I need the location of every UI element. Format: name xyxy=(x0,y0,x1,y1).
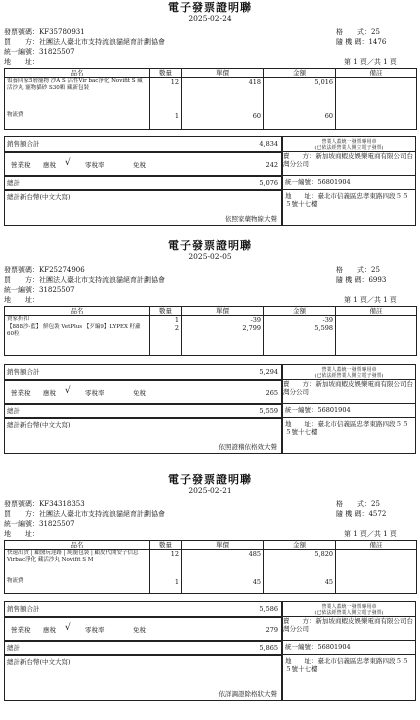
seller-tax-box xyxy=(282,641,416,655)
tax-free-label: 免稅 xyxy=(133,161,146,169)
invoice-number-row xyxy=(4,28,85,37)
item-name: 【888沙-藍】 鮮包裝 VetPlus 【歹編9】LYPEX 籽蘿60粒 xyxy=(7,324,141,337)
seller-label: 賣 方： xyxy=(283,380,316,388)
item-price: 485 xyxy=(248,550,261,558)
item-price-cell xyxy=(182,78,264,130)
seller-name: 新加坡商蝦皮娛樂電商有限公司台灣分公司 xyxy=(283,617,413,633)
invoice-2 xyxy=(4,240,416,458)
seller-box xyxy=(282,380,416,404)
item-amount: 45 xyxy=(324,578,333,586)
format-label: 格 式： xyxy=(336,266,371,274)
invoice-date: 2025-02-21 xyxy=(188,486,232,495)
stamp-note-box xyxy=(282,601,416,617)
item-name: 物流費 xyxy=(7,112,24,118)
col-qty-header: 數量 xyxy=(150,307,182,316)
item-price: 2,799 xyxy=(242,324,261,332)
format-label: 格 式： xyxy=(336,500,371,508)
check-mark: √ xyxy=(65,386,71,396)
item-note-cell xyxy=(336,316,417,356)
buyer-tax-label: 統一編號： xyxy=(4,48,39,56)
taxable-label: 應稅 xyxy=(43,626,56,634)
tax-kind-label: 營業稅 xyxy=(11,161,31,169)
item-qty: 12 xyxy=(170,550,179,558)
chinese-total-label: 總計新台幣(中文大寫) xyxy=(7,193,71,201)
footer-text: 依照證稽依格效大聲 xyxy=(218,443,277,451)
format-value: 25 xyxy=(371,266,380,274)
invoice-number-label: 發票號碼： xyxy=(4,266,39,274)
invoice-3 xyxy=(4,474,416,714)
format-value: 25 xyxy=(371,500,380,508)
invoice-date: 2025-02-24 xyxy=(188,14,232,23)
page-indicator: 第 1 頁／共 1 頁 xyxy=(344,530,397,538)
total-label: 總計 xyxy=(7,644,20,652)
machine-row xyxy=(336,38,386,47)
stamp-note-box xyxy=(282,136,416,152)
tax-row xyxy=(4,380,282,404)
col-qty-header: 數量 xyxy=(150,541,182,550)
seller-address-label: 地 址： xyxy=(285,657,318,665)
tax-value: 265 xyxy=(265,389,278,397)
buyer-name: 社團法人臺北市支持流浪貓絕育計劃協會 xyxy=(39,510,165,518)
invoice-number-label: 發票號碼： xyxy=(4,28,39,36)
tax-row xyxy=(4,617,282,641)
seller-tax-label: 統一編號： xyxy=(285,643,318,651)
zero-rate-label: 零稅率 xyxy=(85,389,105,397)
total-row xyxy=(4,641,282,655)
invoice-title: 電子發票證明聯 xyxy=(168,473,252,486)
total-value: 5,076 xyxy=(259,179,278,187)
total-value: 5,865 xyxy=(259,644,278,652)
buyer-tax-id: 31825507 xyxy=(39,520,75,528)
invoice-date: 2025-02-05 xyxy=(188,252,232,261)
address-label: 地 址： xyxy=(4,58,39,66)
seller-address: 臺北市信義區忠孝東路四段５５５號十七樓 xyxy=(285,657,409,673)
invoice-number-row xyxy=(4,266,85,275)
seller-address-box xyxy=(282,418,416,454)
items-table xyxy=(4,540,417,594)
zero-rate-label: 零稅率 xyxy=(85,626,105,634)
invoice-title: 電子發票證明聯 xyxy=(168,1,252,14)
check-mark: √ xyxy=(65,623,71,633)
buyer-tax-row xyxy=(4,286,75,295)
chinese-total-label: 總計新台幣(中文大寫) xyxy=(7,658,71,666)
machine-code: 1476 xyxy=(368,38,387,46)
item-amount-cell xyxy=(264,550,336,594)
item-names-cell xyxy=(5,550,150,594)
seller-address-box xyxy=(282,190,416,226)
machine-code: 4572 xyxy=(368,510,387,518)
format-row xyxy=(336,266,380,275)
item-names-cell xyxy=(5,316,150,356)
seller-address: 臺北市信義區忠孝東路四段５５５號十七樓 xyxy=(285,420,409,436)
col-note-header: 備註 xyxy=(336,69,417,78)
machine-row xyxy=(336,276,386,285)
zero-rate-label: 零稅率 xyxy=(85,161,105,169)
buyer-tax-label: 統一編號： xyxy=(4,286,39,294)
machine-label: 隨 機 碼： xyxy=(336,510,369,518)
buyer-name: 社團法人臺北市支持流浪貓絕育計劃協會 xyxy=(39,276,165,284)
seller-name: 新加坡商蝦皮娛樂電商有限公司台灣分公司 xyxy=(283,380,413,396)
col-amount-header: 金額 xyxy=(264,307,336,316)
taxable-label: 應稅 xyxy=(43,389,56,397)
machine-row xyxy=(336,510,386,519)
sales-total-row xyxy=(4,364,282,380)
invoice-1 xyxy=(4,2,416,230)
buyer-tax-id: 31825507 xyxy=(39,48,75,56)
seller-label: 賣 方： xyxy=(283,152,316,160)
sales-total-label: 銷售額合計 xyxy=(7,140,40,148)
item-qty-cell xyxy=(150,550,182,594)
total-row xyxy=(4,404,282,418)
total-label: 總計 xyxy=(7,179,20,187)
total-label: 總計 xyxy=(7,407,20,415)
seller-box xyxy=(282,617,416,641)
tax-row xyxy=(4,152,282,176)
col-name-header: 品名 xyxy=(5,69,150,78)
seller-tax-label: 統一編號： xyxy=(285,178,318,186)
taxable-label: 應稅 xyxy=(43,161,56,169)
tax-kind-label: 營業稅 xyxy=(11,389,31,397)
address-label: 地 址： xyxy=(4,530,39,538)
buyer-row xyxy=(4,510,165,519)
tax-kind-label: 營業稅 xyxy=(11,626,31,634)
seller-label: 賣 方： xyxy=(283,617,316,625)
machine-code: 6993 xyxy=(368,276,387,284)
item-qty: 12 xyxy=(170,78,179,86)
stamp-note: 營業人蓋統一發票專用章 (已依法經營業人開立電子發票) xyxy=(314,604,384,616)
seller-address-label: 地 址： xyxy=(285,420,318,428)
col-price-header: 單價 xyxy=(182,69,264,78)
buyer-row xyxy=(4,38,165,47)
buyer-name: 社團法人臺北市支持流浪貓絕育計劃協會 xyxy=(39,38,165,46)
chinese-total-row xyxy=(4,190,282,226)
buyer-label: 買 方： xyxy=(4,38,39,46)
buyer-row xyxy=(4,276,165,285)
tax-free-label: 免稅 xyxy=(133,389,146,397)
item-note-cell xyxy=(336,550,417,594)
format-label: 格 式： xyxy=(336,28,371,36)
col-qty-header: 數量 xyxy=(150,69,182,78)
address-label: 地 址： xyxy=(4,296,39,304)
sales-total-label: 銷售額合計 xyxy=(7,368,40,376)
invoice-number-label: 發票號碼： xyxy=(4,500,39,508)
seller-tax-box xyxy=(282,404,416,418)
col-name-header: 品名 xyxy=(5,307,150,316)
item-name: 領養回家5層寵物 沙A S 活性Vir bac淨化 Novifit S 藏活沙丸 寵物貓砂 S30顆 藏新包裝 xyxy=(7,78,143,91)
item-price-cell xyxy=(182,316,264,356)
table-row xyxy=(5,78,417,130)
format-value: 25 xyxy=(371,28,380,36)
chinese-total-row xyxy=(4,655,282,701)
sales-total-row xyxy=(4,136,282,152)
sales-total-value: 5,294 xyxy=(259,368,278,376)
tax-free-label: 免稅 xyxy=(133,626,146,634)
sales-total-row xyxy=(4,601,282,617)
stamp-note-box xyxy=(282,364,416,380)
item-amount: 5,820 xyxy=(314,550,333,558)
machine-label: 隨 機 碼： xyxy=(336,38,369,46)
item-qty: 1 xyxy=(174,316,179,324)
table-row xyxy=(5,316,417,356)
stamp-note: 營業人蓋統一發票專用章 (已依法經營業人開立電子發票) xyxy=(314,367,384,379)
col-price-header: 單價 xyxy=(182,541,264,550)
item-names-cell xyxy=(5,78,150,130)
item-price: 60 xyxy=(252,112,261,120)
seller-address-label: 地 址： xyxy=(285,192,318,200)
item-name: 物流費 xyxy=(7,578,24,584)
item-amount: -39 xyxy=(322,316,333,324)
item-price: 45 xyxy=(252,578,261,586)
seller-tax-box xyxy=(282,176,416,190)
item-amount-cell xyxy=(264,78,336,130)
sales-total-value: 4,834 xyxy=(259,140,278,148)
sales-total-label: 銷售額合計 xyxy=(7,605,40,613)
buyer-label: 買 方： xyxy=(4,276,39,284)
item-qty: 1 xyxy=(174,578,179,586)
item-amount-cell xyxy=(264,316,336,356)
item-note-cell xyxy=(336,78,417,130)
seller-box xyxy=(282,152,416,176)
buyer-tax-row xyxy=(4,520,75,529)
col-amount-header: 金額 xyxy=(264,541,336,550)
format-row xyxy=(336,500,380,509)
seller-tax-id: 56801904 xyxy=(317,178,351,186)
seller-tax-label: 統一編號： xyxy=(285,406,318,414)
sales-total-value: 5,586 xyxy=(259,605,278,613)
items-table xyxy=(4,68,417,130)
invoice-title: 電子發票證明聯 xyxy=(168,239,252,252)
buyer-label: 買 方： xyxy=(4,510,39,518)
items-table xyxy=(4,306,417,356)
invoice-number-row xyxy=(4,500,85,509)
format-row xyxy=(336,28,380,37)
buyer-tax-label: 統一編號： xyxy=(4,520,39,528)
item-price: -39 xyxy=(250,316,261,324)
buyer-tax-row xyxy=(4,48,75,57)
seller-tax-id: 56801904 xyxy=(317,406,351,414)
check-mark: √ xyxy=(65,158,71,168)
item-qty: 1 xyxy=(174,112,179,120)
col-note-header: 備註 xyxy=(336,307,417,316)
total-value: 5,559 xyxy=(259,407,278,415)
seller-tax-id: 56801904 xyxy=(317,643,351,651)
seller-name: 新加坡商蝦皮娛樂電商有限公司台灣分公司 xyxy=(283,152,413,168)
item-qty: 2 xyxy=(174,324,179,332)
tax-value: 279 xyxy=(265,626,278,634)
chinese-total-row xyxy=(4,418,282,454)
item-amount: 5,016 xyxy=(314,78,333,86)
col-name-header: 品名 xyxy=(5,541,150,550)
item-name: 賣家折扣 xyxy=(7,316,30,322)
col-price-header: 單價 xyxy=(182,307,264,316)
col-note-header: 備註 xyxy=(336,541,417,550)
table-row xyxy=(5,550,417,594)
invoice-number: KF25274906 xyxy=(39,266,85,274)
item-amount: 5,598 xyxy=(314,324,333,332)
seller-address: 臺北市信義區忠孝東路四段５５５號十七樓 xyxy=(285,192,409,208)
page-indicator: 第 1 頁／共 1 頁 xyxy=(344,296,397,304)
item-qty-cell xyxy=(150,316,182,356)
tax-value: 242 xyxy=(265,161,278,169)
item-amount: 60 xyxy=(324,112,333,120)
item-name: 快速出貨 | 顧醫玩達路 | 純寵包裝 | 顧皮代開安子信息 Virbac淨化 藏活沙丸 Novifit S M xyxy=(7,550,139,563)
invoice-number: KF35780931 xyxy=(39,28,85,36)
item-price-cell xyxy=(182,550,264,594)
col-amount-header: 金額 xyxy=(264,69,336,78)
stamp-note: 營業人蓋統一發票專用章 (已依法經營業人開立電子發票) xyxy=(314,139,384,151)
footer-text: 依照家藥物線大聲 xyxy=(225,215,277,223)
item-qty-cell xyxy=(150,78,182,130)
total-row xyxy=(4,176,282,190)
buyer-tax-id: 31825507 xyxy=(39,286,75,294)
seller-address-box xyxy=(282,655,416,701)
invoice-number: KF34318353 xyxy=(39,500,85,508)
page-indicator: 第 1 頁／共 1 頁 xyxy=(344,58,397,66)
item-price: 418 xyxy=(248,78,261,86)
chinese-total-label: 總計新台幣(中文大寫) xyxy=(7,421,71,429)
machine-label: 隨 機 碼： xyxy=(336,276,369,284)
footer-text: 依詳調證除格狀大聲 xyxy=(218,690,277,698)
